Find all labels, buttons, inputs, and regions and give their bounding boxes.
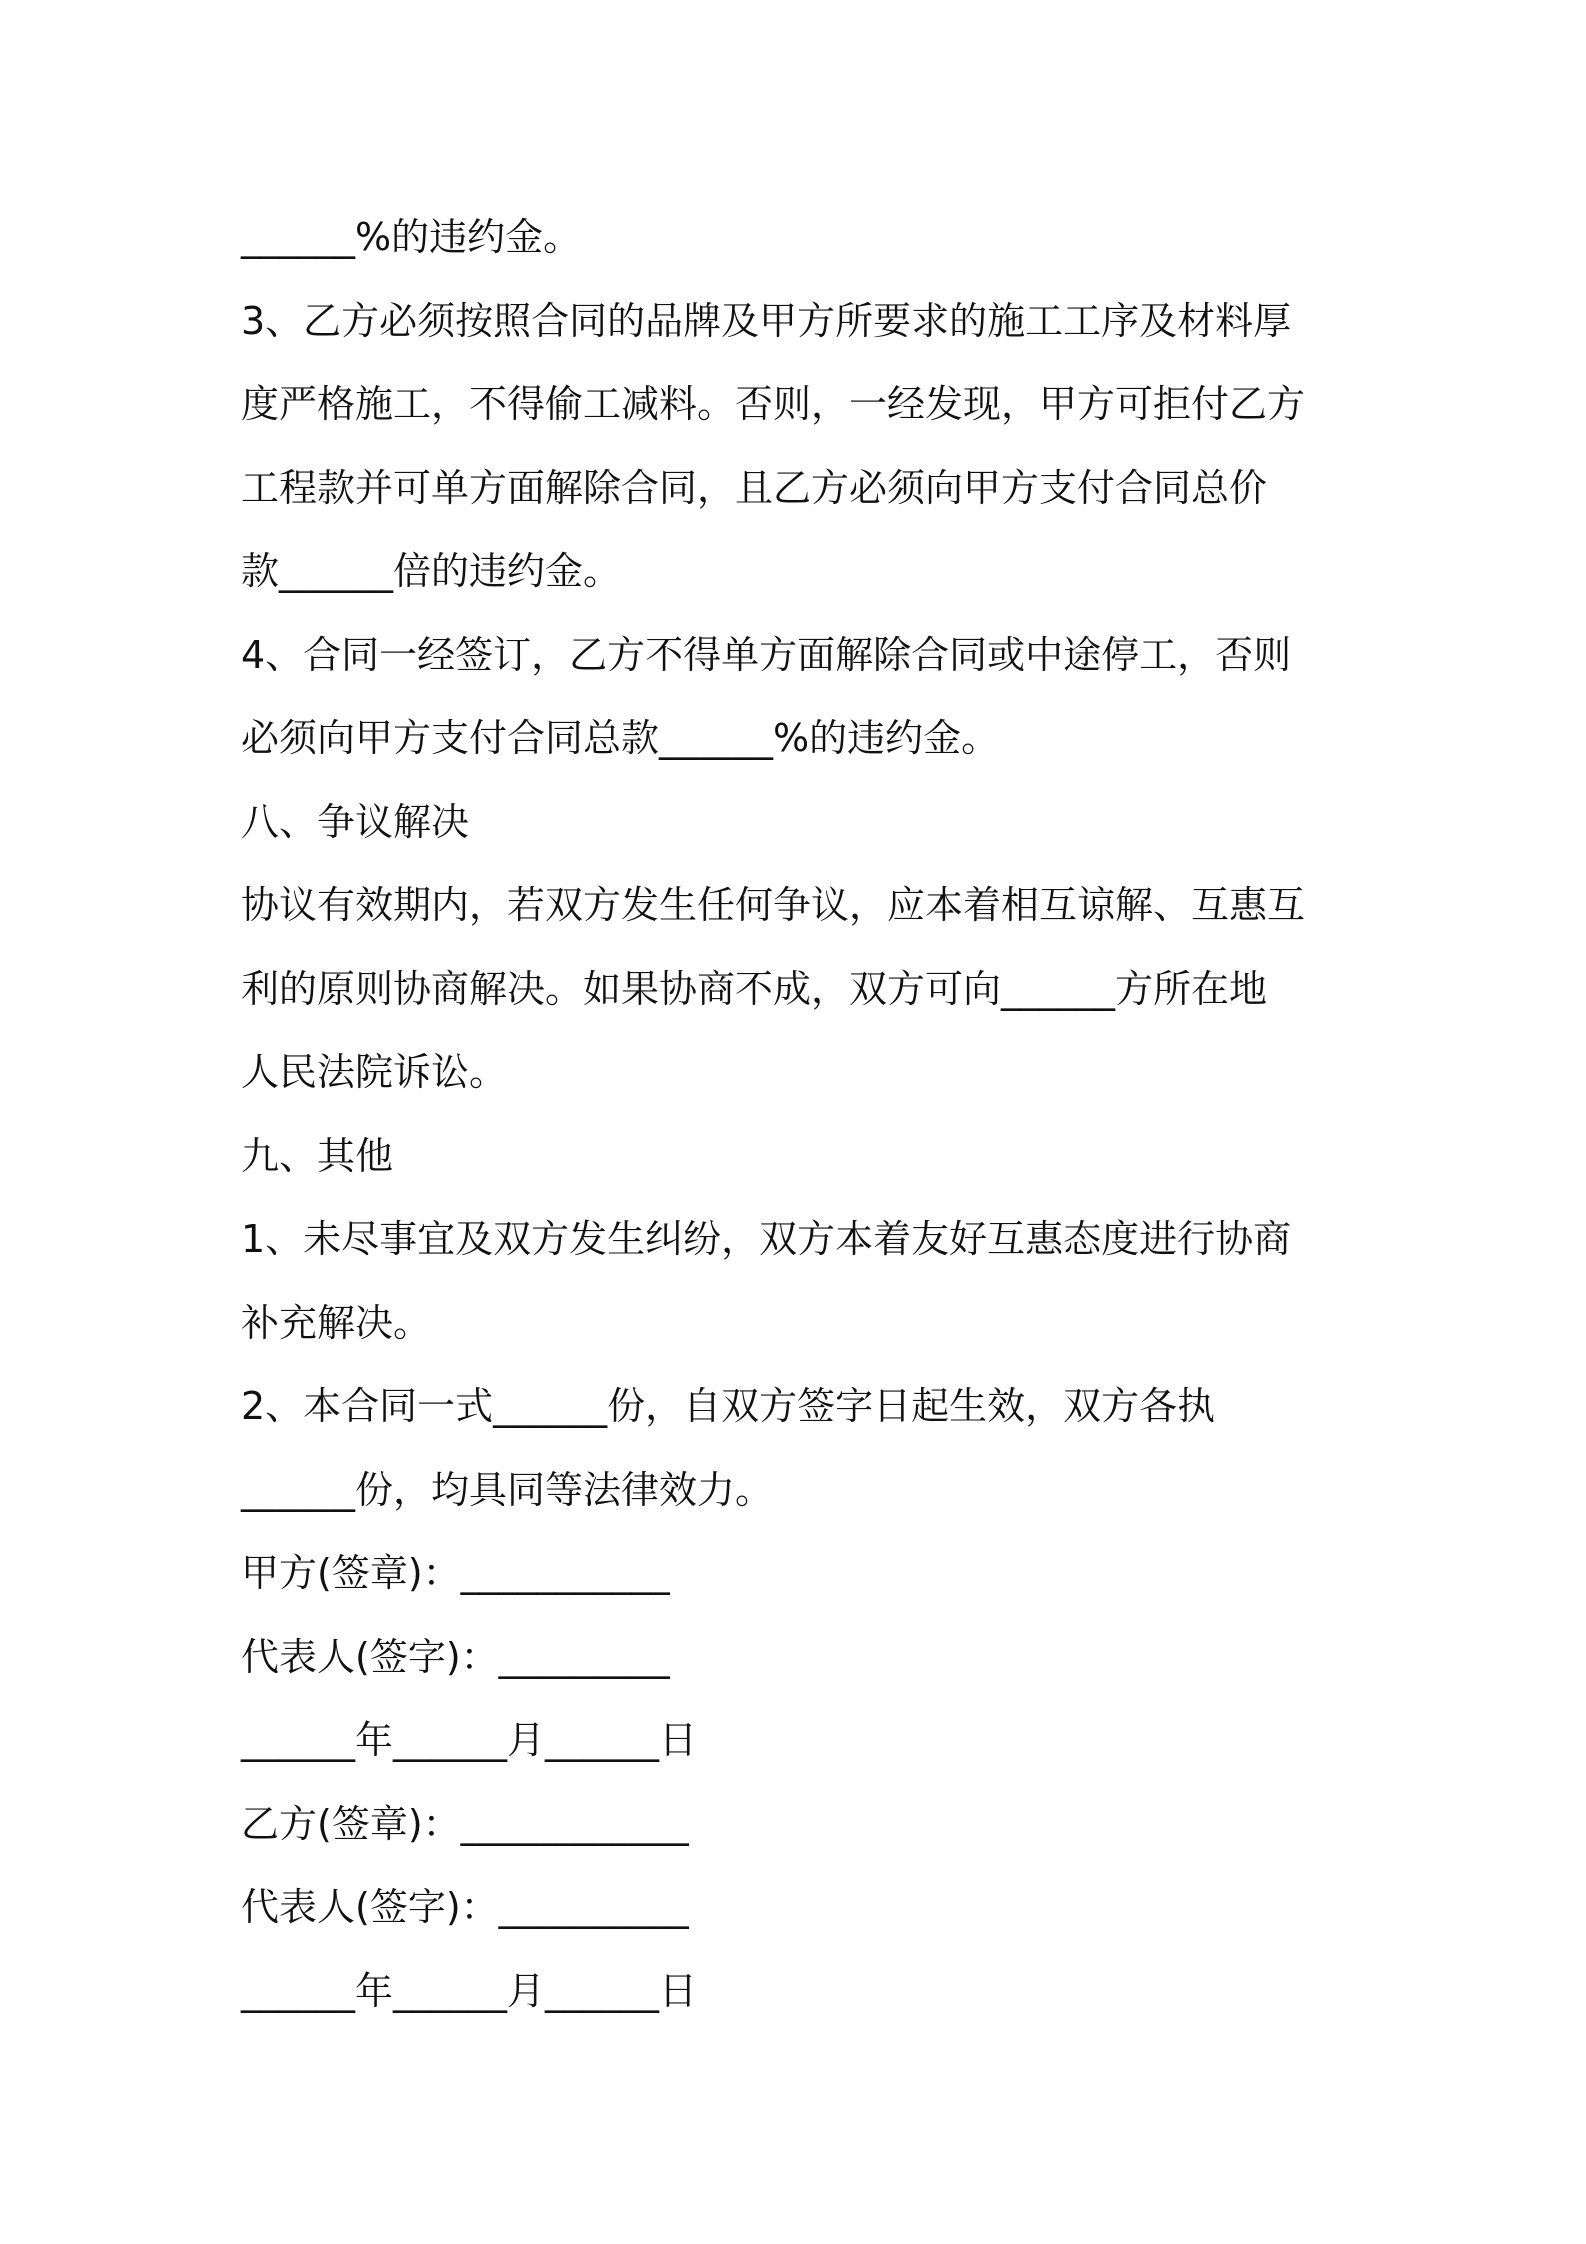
party-a-date: ______年______月______日 bbox=[241, 1718, 698, 1762]
clause-3-line-4: 款______倍的违约金。 bbox=[241, 549, 622, 593]
penalty-clause-continued: ______%的违约金。 bbox=[241, 215, 582, 259]
party-b-signature: 乙方(签章)：____________ bbox=[241, 1801, 689, 1846]
document-body bbox=[241, 196, 1356, 2033]
clause-3-line-3: 工程款并可单方面解除合同，且乙方必须向甲方支付合同总价 bbox=[241, 465, 1268, 510]
clause-4-line-1: 4、合同一经签订，乙方不得单方面解除合同或中途停工，否则 bbox=[241, 632, 1292, 677]
party-a-signature: 甲方(签章)：___________ bbox=[241, 1551, 670, 1595]
party-b-representative: 代表人(签字)：__________ bbox=[241, 1885, 689, 1929]
party-b-date: ______年______月______日 bbox=[241, 1968, 698, 2013]
section-8-heading: 八、争议解决 bbox=[241, 799, 470, 844]
clause-3-line-2: 度严格施工，不得偷工减料。否则，一经发现，甲方可拒付乙方 bbox=[241, 382, 1306, 426]
clause-3-line-1: 3、乙方必须按照合同的品牌及甲方所要求的施工工序及材料厚 bbox=[241, 298, 1292, 343]
other-clause-2-line-2: ______份，均具同等法律效力。 bbox=[241, 1467, 774, 1512]
party-a-representative: 代表人(签字)：_________ bbox=[241, 1634, 670, 1679]
dispute-line-3: 人民法院诉讼。 bbox=[241, 1050, 508, 1094]
other-clause-2-line-1: 2、本合同一式______份，自双方签字日起生效，双方各执 bbox=[241, 1384, 1216, 1428]
dispute-line-1: 协议有效期内，若双方发生任何争议，应本着相互谅解、互惠互 bbox=[241, 883, 1306, 927]
other-clause-1-line-1: 1、未尽事宜及双方发生纠纷，双方本着友好互惠态度进行协商 bbox=[241, 1217, 1292, 1261]
section-9-heading: 九、其他 bbox=[241, 1133, 394, 1178]
dispute-line-2: 利的原则协商解决。如果协商不成，双方可向______方所在地 bbox=[241, 966, 1268, 1011]
other-clause-1-line-2: 补充解决。 bbox=[241, 1300, 432, 1345]
clause-4-line-2: 必须向甲方支付合同总款______%的违约金。 bbox=[241, 716, 1000, 760]
